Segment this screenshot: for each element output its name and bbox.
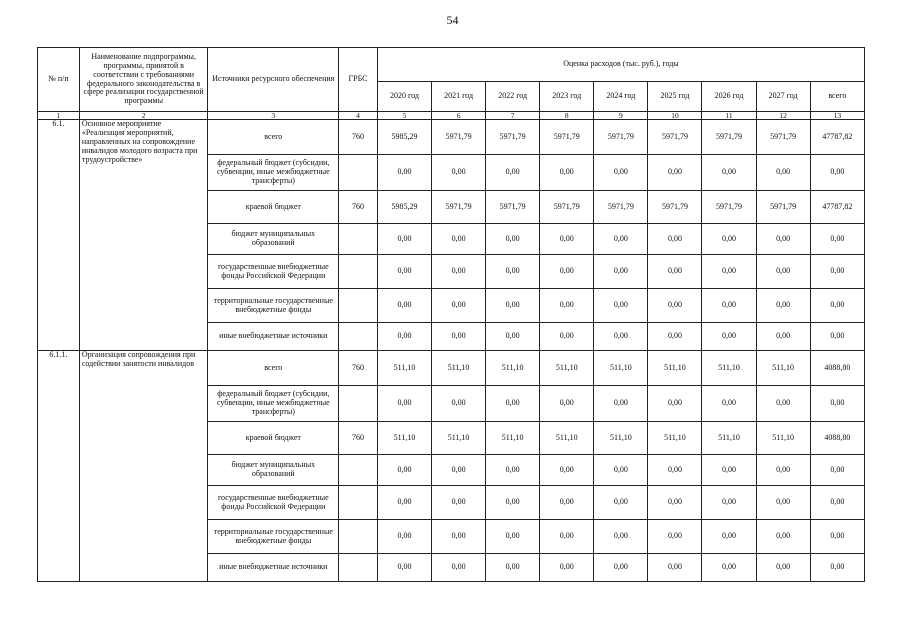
year-value: 511,10 xyxy=(648,351,702,386)
year-value: 0,00 xyxy=(594,224,648,255)
table-body xyxy=(38,120,865,582)
total-value: 0,00 xyxy=(810,224,864,255)
year-value: 0,00 xyxy=(377,386,431,422)
year-value: 0,00 xyxy=(486,554,540,582)
column-number: 13 xyxy=(810,112,864,120)
year-value: 0,00 xyxy=(377,323,431,351)
measure-name: Организация сопровождения при содействии занятости инвалидов xyxy=(79,351,208,582)
year-value: 0,00 xyxy=(486,224,540,255)
year-value: 0,00 xyxy=(432,520,486,554)
year-value: 0,00 xyxy=(594,554,648,582)
year-value: 0,00 xyxy=(756,455,810,486)
total-value: 0,00 xyxy=(810,486,864,520)
year-value: 0,00 xyxy=(432,486,486,520)
year-value: 0,00 xyxy=(432,255,486,289)
grbs-code xyxy=(339,486,378,520)
year-value: 511,10 xyxy=(486,351,540,386)
year-value: 511,10 xyxy=(540,422,594,455)
year-value: 5971,79 xyxy=(540,120,594,155)
funding-source: территориальные государственные внебюджетные фонды xyxy=(208,289,339,323)
total-value: 0,00 xyxy=(810,520,864,554)
year-value: 0,00 xyxy=(377,224,431,255)
year-value: 0,00 xyxy=(702,455,756,486)
total-value: 4088,80 xyxy=(810,351,864,386)
funding-source: федеральный бюджет (субсидии, субвенции, иные межбюджетные трансферты) xyxy=(208,155,339,191)
total-value: 47787,82 xyxy=(810,191,864,224)
year-value: 5971,79 xyxy=(432,191,486,224)
year-value: 0,00 xyxy=(377,289,431,323)
year-value: 0,00 xyxy=(702,323,756,351)
year-value: 0,00 xyxy=(540,455,594,486)
year-value: 0,00 xyxy=(486,520,540,554)
header-total: всего xyxy=(810,82,864,112)
funding-source: иные внебюджетные источники xyxy=(208,554,339,582)
year-value: 5985,29 xyxy=(377,191,431,224)
grbs-code: 760 xyxy=(339,191,378,224)
year-value: 0,00 xyxy=(540,289,594,323)
column-number: 9 xyxy=(594,112,648,120)
grbs-code xyxy=(339,155,378,191)
year-value: 511,10 xyxy=(432,422,486,455)
year-value: 0,00 xyxy=(756,486,810,520)
year-value: 0,00 xyxy=(486,386,540,422)
year-value: 0,00 xyxy=(486,155,540,191)
year-value: 0,00 xyxy=(377,520,431,554)
year-value: 511,10 xyxy=(702,351,756,386)
column-number: 11 xyxy=(702,112,756,120)
column-numbers-row xyxy=(38,112,865,120)
total-value: 0,00 xyxy=(810,386,864,422)
page-number: 54 xyxy=(446,13,459,27)
header-year: 2025 год xyxy=(648,82,702,112)
year-value: 5971,79 xyxy=(486,120,540,155)
header-year: 2021 год xyxy=(432,82,486,112)
funding-source: бюджет муниципальных образований xyxy=(208,455,339,486)
year-value: 5971,79 xyxy=(594,191,648,224)
year-value: 0,00 xyxy=(432,155,486,191)
year-value: 0,00 xyxy=(702,255,756,289)
column-number: 10 xyxy=(648,112,702,120)
year-value: 0,00 xyxy=(432,323,486,351)
header-num: № п/п xyxy=(38,48,80,112)
year-value: 511,10 xyxy=(648,422,702,455)
row-number: 6.1.1. xyxy=(38,351,80,582)
year-value: 0,00 xyxy=(702,520,756,554)
year-value: 0,00 xyxy=(702,486,756,520)
year-value: 0,00 xyxy=(377,255,431,289)
year-value: 0,00 xyxy=(594,255,648,289)
year-value: 0,00 xyxy=(540,520,594,554)
year-value: 0,00 xyxy=(540,486,594,520)
header-year: 2024 год xyxy=(594,82,648,112)
year-value: 5971,79 xyxy=(756,120,810,155)
year-value: 0,00 xyxy=(756,155,810,191)
year-value: 0,00 xyxy=(594,520,648,554)
grbs-code xyxy=(339,323,378,351)
year-value: 5971,79 xyxy=(702,120,756,155)
funding-source: всего xyxy=(208,120,339,155)
year-value: 0,00 xyxy=(486,486,540,520)
funding-source: бюджет муниципальных образований xyxy=(208,224,339,255)
header-grbs: ГРБС xyxy=(339,48,378,112)
year-value: 0,00 xyxy=(648,455,702,486)
header-year: 2023 год xyxy=(540,82,594,112)
year-value: 5971,79 xyxy=(702,191,756,224)
year-value: 0,00 xyxy=(756,323,810,351)
row-number: 6.1. xyxy=(38,120,80,351)
year-value: 0,00 xyxy=(594,155,648,191)
year-value: 0,00 xyxy=(702,386,756,422)
year-value: 0,00 xyxy=(756,520,810,554)
column-number: 5 xyxy=(377,112,431,120)
year-value: 0,00 xyxy=(540,554,594,582)
total-value: 47787,82 xyxy=(810,120,864,155)
year-value: 511,10 xyxy=(486,422,540,455)
grbs-code xyxy=(339,455,378,486)
year-value: 511,10 xyxy=(756,351,810,386)
year-value: 511,10 xyxy=(377,351,431,386)
year-value: 0,00 xyxy=(756,386,810,422)
year-value: 0,00 xyxy=(648,520,702,554)
grbs-code xyxy=(339,224,378,255)
total-value: 4088,80 xyxy=(810,422,864,455)
year-value: 0,00 xyxy=(702,289,756,323)
year-value: 0,00 xyxy=(648,386,702,422)
year-value: 0,00 xyxy=(432,289,486,323)
year-value: 0,00 xyxy=(377,455,431,486)
year-value: 511,10 xyxy=(432,351,486,386)
year-value: 0,00 xyxy=(702,554,756,582)
year-value: 511,10 xyxy=(594,422,648,455)
total-value: 0,00 xyxy=(810,323,864,351)
column-number: 4 xyxy=(339,112,378,120)
year-value: 0,00 xyxy=(756,224,810,255)
funding-source: государственные внебюджетные фонды Российской Федерации xyxy=(208,255,339,289)
grbs-code: 760 xyxy=(339,422,378,455)
year-value: 0,00 xyxy=(540,224,594,255)
year-value: 511,10 xyxy=(540,351,594,386)
year-value: 5971,79 xyxy=(432,120,486,155)
header-year: 2026 год xyxy=(702,82,756,112)
grbs-code xyxy=(339,386,378,422)
year-value: 0,00 xyxy=(702,224,756,255)
year-value: 0,00 xyxy=(594,323,648,351)
year-value: 0,00 xyxy=(432,455,486,486)
year-value: 5971,79 xyxy=(756,191,810,224)
header-year: 2027 год xyxy=(756,82,810,112)
total-value: 0,00 xyxy=(810,155,864,191)
funding-source: краевой бюджет xyxy=(208,422,339,455)
column-number: 12 xyxy=(756,112,810,120)
table-row xyxy=(38,120,865,155)
year-value: 0,00 xyxy=(702,155,756,191)
column-number: 1 xyxy=(38,112,80,120)
column-number: 2 xyxy=(79,112,208,120)
year-value: 0,00 xyxy=(594,455,648,486)
funding-source: государственные внебюджетные фонды Российской Федерации xyxy=(208,486,339,520)
column-number: 7 xyxy=(486,112,540,120)
grbs-code xyxy=(339,554,378,582)
year-value: 0,00 xyxy=(432,386,486,422)
funding-source: федеральный бюджет (субсидии, субвенции, иные межбюджетные трансферты) xyxy=(208,386,339,422)
year-value: 5971,79 xyxy=(648,191,702,224)
year-value: 0,00 xyxy=(594,289,648,323)
grbs-code: 760 xyxy=(339,351,378,386)
header-sources: Источники ресурсного обеспечения xyxy=(208,48,339,112)
year-value: 0,00 xyxy=(756,289,810,323)
year-value: 511,10 xyxy=(377,422,431,455)
year-value: 0,00 xyxy=(377,554,431,582)
year-value: 0,00 xyxy=(756,255,810,289)
year-value: 0,00 xyxy=(486,255,540,289)
year-value: 0,00 xyxy=(648,224,702,255)
year-value: 0,00 xyxy=(648,155,702,191)
year-value: 511,10 xyxy=(702,422,756,455)
total-value: 0,00 xyxy=(810,554,864,582)
column-number: 6 xyxy=(432,112,486,120)
year-value: 0,00 xyxy=(377,155,431,191)
year-value: 5985,29 xyxy=(377,120,431,155)
year-value: 0,00 xyxy=(377,486,431,520)
funding-source: иные внебюджетные источники xyxy=(208,323,339,351)
funding-source: всего xyxy=(208,351,339,386)
year-value: 0,00 xyxy=(594,386,648,422)
year-value: 0,00 xyxy=(432,554,486,582)
grbs-code xyxy=(339,255,378,289)
table-row xyxy=(38,351,865,386)
year-value: 5971,79 xyxy=(540,191,594,224)
year-value: 5971,79 xyxy=(594,120,648,155)
total-value: 0,00 xyxy=(810,255,864,289)
header-year: 2022 год xyxy=(486,82,540,112)
budget-table xyxy=(37,47,865,582)
funding-source: территориальные государственные внебюджетные фонды xyxy=(208,520,339,554)
year-value: 0,00 xyxy=(648,323,702,351)
year-value: 0,00 xyxy=(648,289,702,323)
total-value: 0,00 xyxy=(810,455,864,486)
year-value: 0,00 xyxy=(540,155,594,191)
year-value: 0,00 xyxy=(648,554,702,582)
year-value: 0,00 xyxy=(486,323,540,351)
year-value: 5971,79 xyxy=(648,120,702,155)
year-value: 0,00 xyxy=(486,455,540,486)
year-value: 0,00 xyxy=(540,255,594,289)
grbs-code: 760 xyxy=(339,120,378,155)
header-year: 2020 год xyxy=(377,82,431,112)
year-value: 0,00 xyxy=(648,486,702,520)
year-value: 0,00 xyxy=(432,224,486,255)
year-value: 0,00 xyxy=(756,554,810,582)
year-value: 0,00 xyxy=(540,386,594,422)
column-number: 3 xyxy=(208,112,339,120)
total-value: 0,00 xyxy=(810,289,864,323)
year-value: 0,00 xyxy=(594,486,648,520)
year-value: 5971,79 xyxy=(486,191,540,224)
measure-name: Основное мероприятие «Реализация мероприятий, направленных на сопровождение инвалидов молодого возраста при трудоустройстве» xyxy=(79,120,208,351)
funding-source: краевой бюджет xyxy=(208,191,339,224)
year-value: 511,10 xyxy=(594,351,648,386)
header-estimate: Оценка расходов (тыс. руб.), годы xyxy=(377,48,864,82)
year-value: 0,00 xyxy=(540,323,594,351)
column-number: 8 xyxy=(540,112,594,120)
year-value: 0,00 xyxy=(486,289,540,323)
grbs-code xyxy=(339,289,378,323)
year-value: 511,10 xyxy=(756,422,810,455)
year-value: 0,00 xyxy=(648,255,702,289)
header-name: Наименование подпрограммы, программы, принятой в соответствии с требованиями федерального законодательства в сфере реализации государственной программы xyxy=(79,48,208,112)
grbs-code xyxy=(339,520,378,554)
